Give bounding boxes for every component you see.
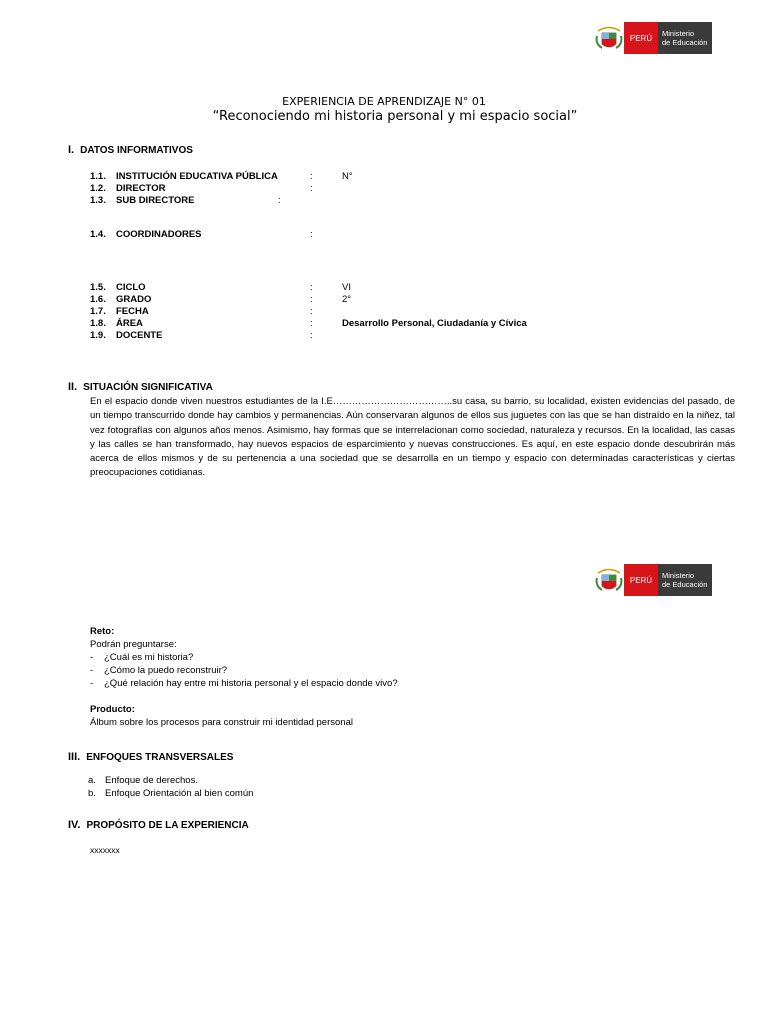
datos-number: 1.7. [90, 306, 106, 317]
datos-row [90, 318, 143, 329]
datos-colon: : [278, 195, 281, 206]
minedu-logo-mid [594, 564, 712, 596]
datos-row [90, 183, 165, 194]
datos-number: 1.6. [90, 294, 106, 305]
reto-label: Reto: [90, 626, 115, 637]
producto-label: Producto: [90, 704, 135, 715]
datos-colon: : [310, 171, 313, 182]
section-2-heading: II. SITUACIÓN SIGNIFICATIVA [68, 381, 213, 393]
producto-text: Álbum sobre los procesos para construir mi identidad personal [90, 717, 353, 728]
peru-label: PERÚ [624, 22, 658, 54]
enfoque-item: a. Enfoque de derechos. [88, 775, 198, 786]
ministry-label: Ministerio de Educación [658, 564, 712, 596]
datos-label: ÁREA [116, 318, 143, 329]
datos-value: 2° [342, 294, 352, 305]
datos-label: SUB DIRECTORE [116, 195, 195, 206]
datos-value: VI [342, 282, 351, 293]
document-subtitle: “Reconociendo mi historia personal y mi espacio social” [212, 109, 578, 124]
reto-item: - ¿Cuál es mi historia? [90, 652, 194, 663]
datos-row [90, 195, 194, 206]
datos-number: 1.3. [90, 195, 106, 206]
datos-number: 1.1. [90, 171, 106, 182]
enfoque-item: b. Enfoque Orientación al bien común [88, 788, 254, 799]
peru-label: PERÚ [624, 564, 658, 596]
reto-intro: Podrán preguntarse: [90, 639, 177, 650]
datos-row [90, 171, 278, 182]
section-1-heading: I. DATOS INFORMATIVOS [68, 144, 193, 156]
datos-colon: : [310, 318, 313, 329]
datos-colon: : [310, 330, 313, 341]
reto-item: - ¿Cómo la puedo reconstruir? [90, 665, 228, 676]
datos-label: GRADO [116, 294, 152, 305]
datos-label: DIRECTOR [116, 183, 166, 194]
datos-label: COORDINADORES [116, 229, 202, 240]
datos-number: 1.8. [90, 318, 106, 329]
datos-value: N° [342, 171, 353, 182]
ministry-label: Ministerio de Educación [658, 22, 712, 54]
datos-number: 1.9. [90, 330, 106, 341]
proposito-text: xxxxxxx [90, 845, 120, 855]
situacion-paragraph: En el espacio donde viven nuestros estudiantes de la I.E………………………………..su casa, su barrio, su localidad, existen evidencias del pasado, de un tiempo transcurrido donde hay cambios y permanencias. Aún conservaran algunos de ellos sus juguetes con las que se han distraído en la niñez, tal vez fotografías con algunos años menos. Asimismo, hay formas que se interrelacionan como sociedad, naturaleza y recursos. En la localidad, las casas y las calles se han transformado, hay nuevos espacios de esparcimiento y nuevas construcciones. Es aquí, en este espacio donde descubrirán más acerca de ellos mismos y de su pertenencia a una sociedad que se desarrolla en un tiempo y espacio con determinadas características y ciertas preocupaciones cotidianas. [90, 396, 735, 479]
coat-of-arms-icon [594, 22, 624, 54]
datos-number: 1.4. [90, 229, 106, 240]
section-4-heading: IV. PROPÓSITO DE LA EXPERIENCIA [68, 819, 249, 831]
datos-label: FECHA [116, 306, 149, 317]
datos-colon: : [310, 229, 313, 240]
datos-label: CICLO [116, 282, 146, 293]
reto-item: - ¿Qué relación hay entre mi historia personal y el espacio donde vivo? [90, 678, 398, 689]
datos-number: 1.5. [90, 282, 106, 293]
datos-row [90, 294, 151, 305]
datos-label: DOCENTE [116, 330, 163, 341]
datos-row [90, 330, 162, 341]
document-title: EXPERIENCIA DE APRENDIZAJE N° 01 [282, 95, 486, 108]
datos-label: INSTITUCIÓN EDUCATIVA PÚBLICA [116, 171, 278, 182]
datos-row [90, 306, 149, 317]
datos-row [90, 229, 202, 240]
datos-colon: : [310, 294, 313, 305]
datos-number: 1.2. [90, 183, 106, 194]
minedu-logo-top [594, 22, 712, 54]
datos-colon: : [310, 282, 313, 293]
datos-value: Desarrollo Personal, Ciudadanía y Cívica [342, 318, 527, 329]
coat-of-arms-icon [594, 564, 624, 596]
section-3-heading: III. ENFOQUES TRANSVERSALES [68, 751, 234, 763]
datos-row [90, 282, 146, 293]
datos-colon: : [310, 306, 313, 317]
datos-colon: : [310, 183, 313, 194]
